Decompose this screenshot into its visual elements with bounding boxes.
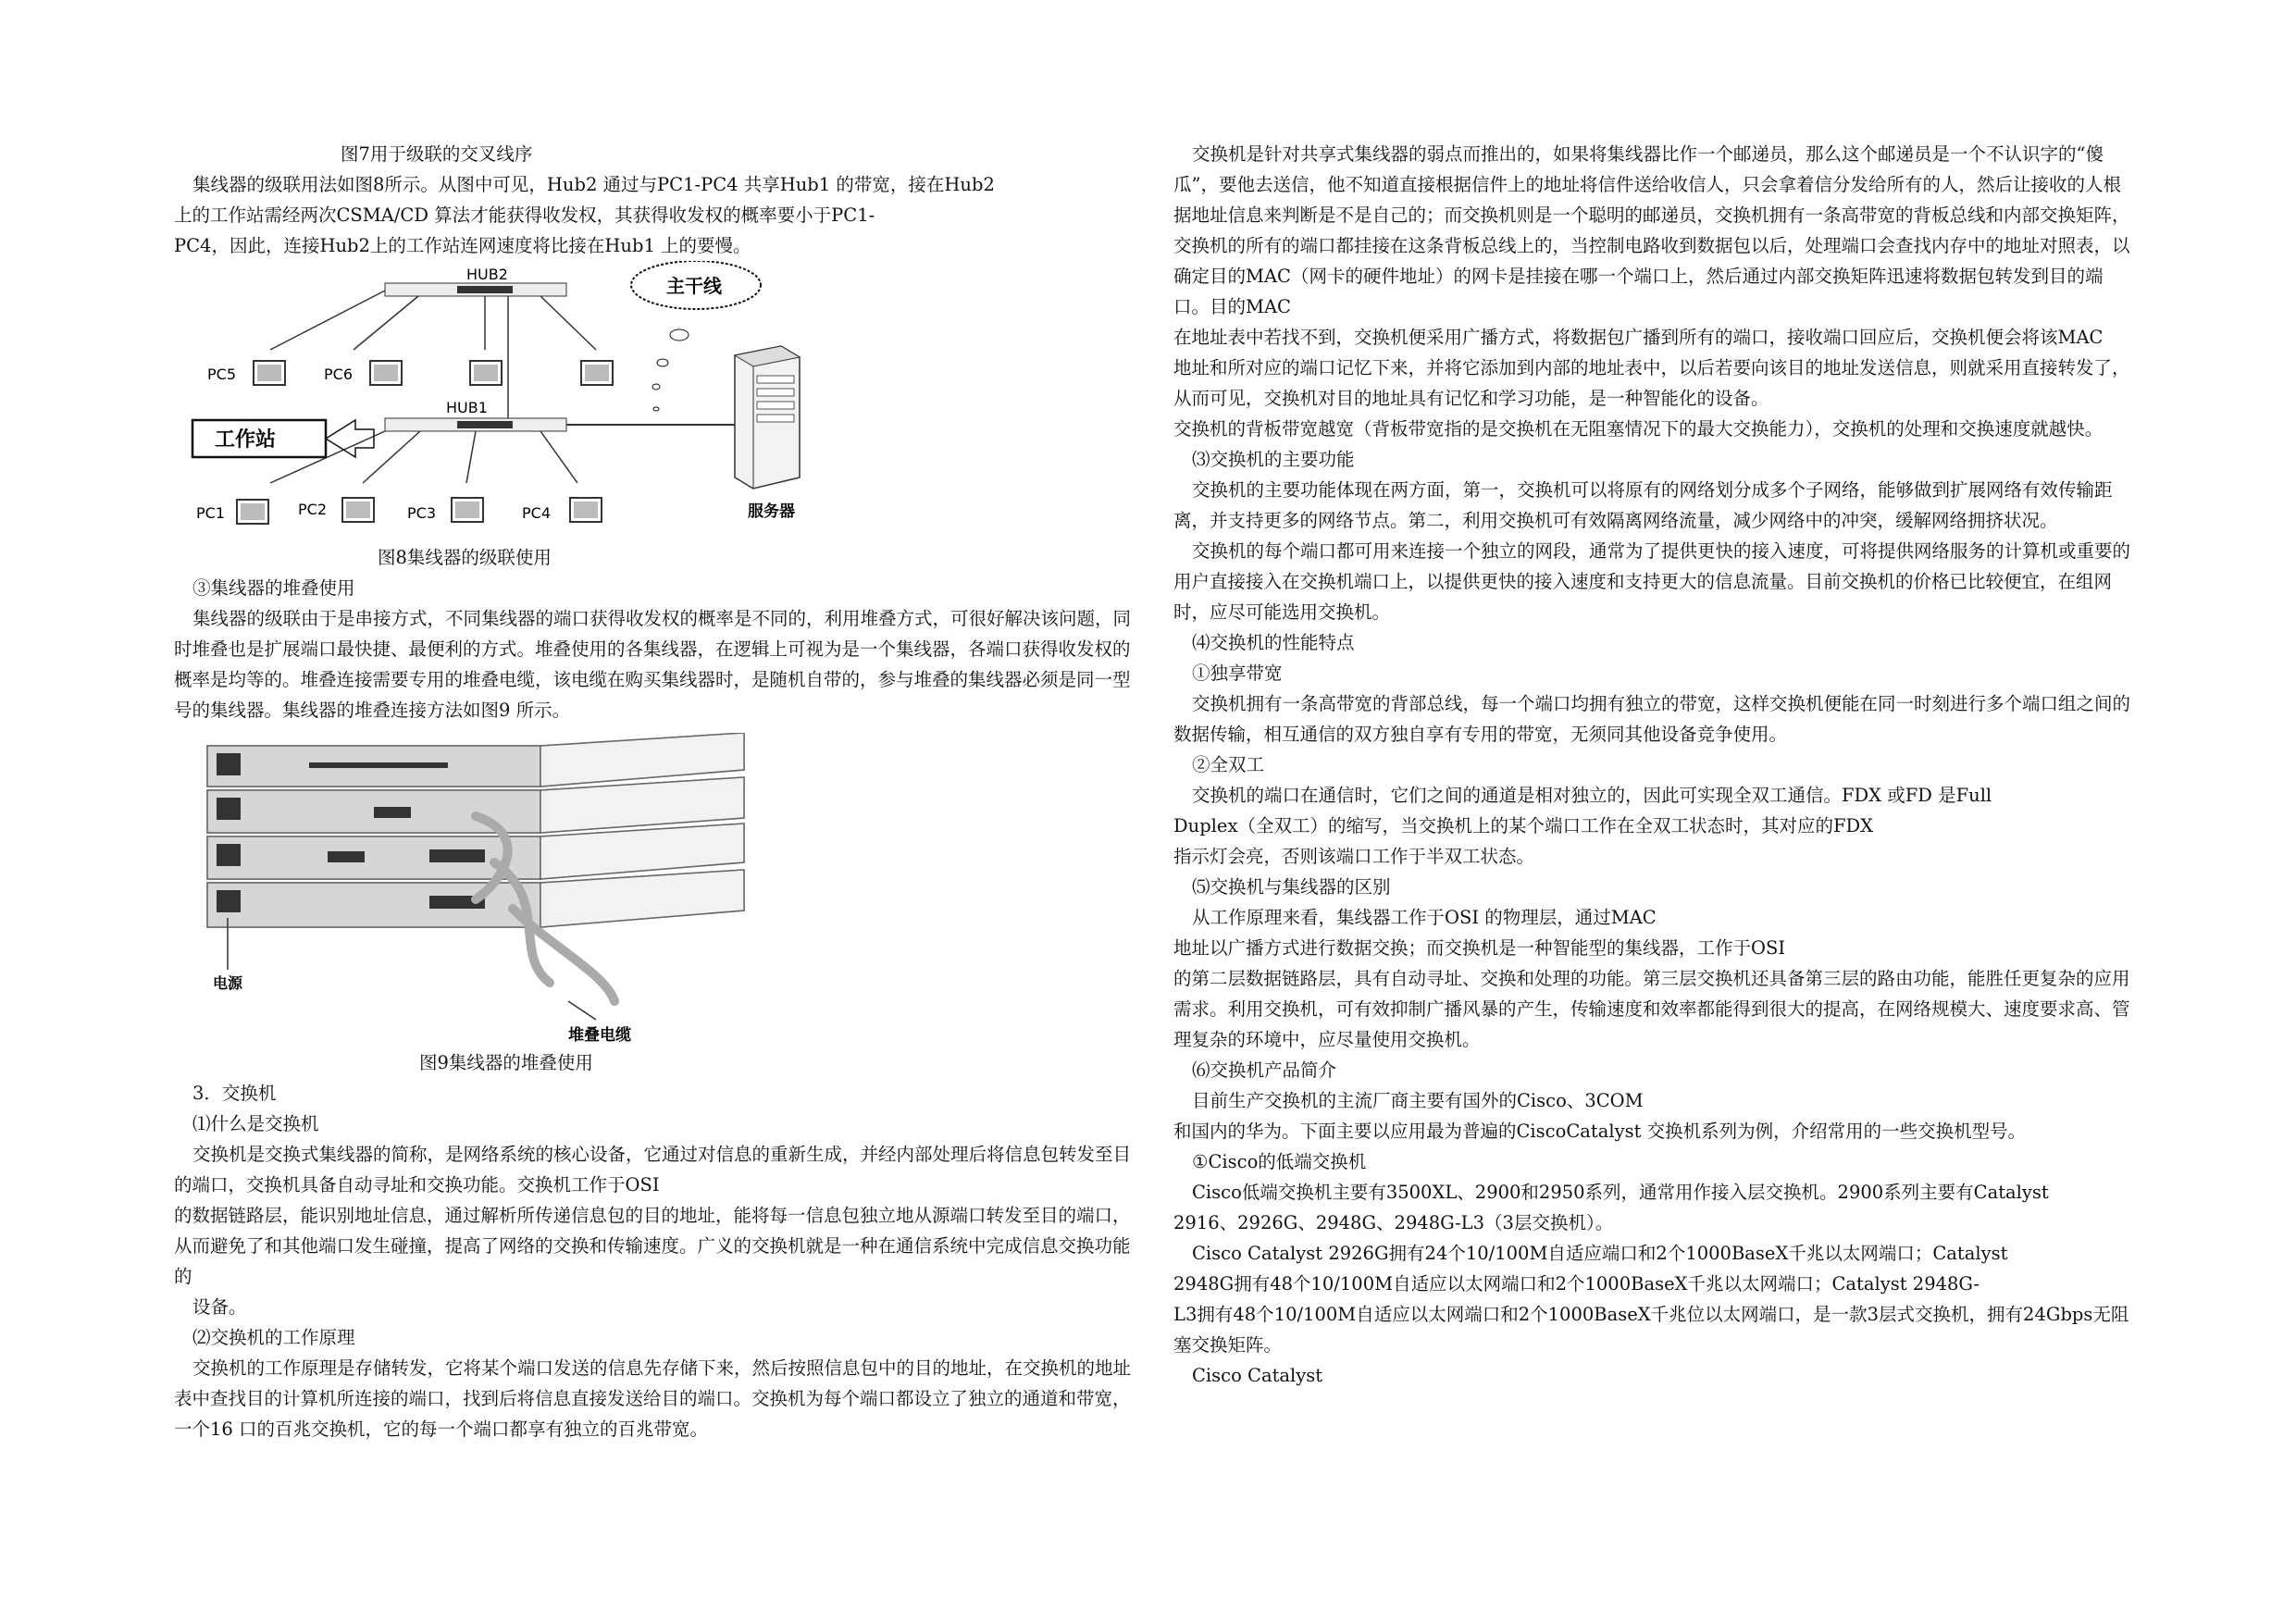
server-icon	[735, 346, 800, 489]
fig9-caption: 图9集线器的堆叠使用	[419, 1052, 593, 1073]
hub-stack-photo	[198, 733, 772, 1047]
backbone-label: 主干线	[666, 275, 722, 297]
figure-9-hub-stacking	[198, 733, 772, 1047]
paragraph: 和国内的华为。下面主要以应用最为普遍的CiscoCatalyst 交换机系列为例，介绍常用的一些交换机型号。	[1173, 1121, 2027, 1142]
paragraph: 指示灯会亮，否则该端口工作于半双工状态。	[1173, 846, 1535, 867]
paragraph: 2948G拥有48个10/100M自适应以太网端口和2个1000BaseX千兆以太网端口；Catalyst 2948G-	[1173, 1273, 1980, 1295]
fig7-caption: 图7用于级联的交叉线序	[341, 143, 533, 165]
figure-8-hub-cascade	[189, 261, 837, 542]
hub2-label: HUB2	[466, 266, 508, 283]
paragraph: 交换机是交换式集线器的简称，是网络系统的核心设备，它通过对信息的重新生成，并经内部处理后将信息包转发至目的端口，交换机具备自动寻址和交换功能。交换机工作于OSI	[174, 1144, 1132, 1196]
section-heading: 3．交换机	[192, 1083, 277, 1104]
paragraph: 2916、2926G、2948G、2948G-L3（3层交换机）。	[1173, 1212, 1614, 1233]
paragraph: PC4，因此，连接Hub2上的工作站连网速度将比接在Hub1 上的要慢。	[174, 235, 751, 256]
paragraph: 上的工作站需经两次CSMA/CD 算法才能获得收发权，其获得收发权的概率要小于PC1-	[174, 204, 875, 226]
paragraph: 地址以广播方式进行数据交换；而交换机是一种智能型的集线器，工作于OSI	[1173, 937, 1786, 959]
right-column	[1173, 139, 2136, 1391]
paragraph: L3拥有48个10/100M自适应以太网端口和2个1000BaseX千兆位以太网端口，是一款3层式交换机，拥有24Gbps无阻塞交换矩阵。	[1173, 1304, 2129, 1356]
paragraph: 从工作原理来看，集线器工作于OSI 的物理层，通过MAC	[1192, 907, 1657, 928]
power-label: 电源	[213, 974, 243, 992]
paragraph: 交换机的工作原理是存储转发，它将某个端口发送的信息先存储下来，然后按照信息包中的目的地址，在交换机的地址表中查找目的计算机所连接的端口，找到后将信息直接发送给目的端口。交换机为每个端口都设立了独立的通道和带宽，一个16 口的百兆交换机，它的每一个端口都享有独立的百兆带宽。	[174, 1357, 1132, 1440]
hub1-label: HUB1	[446, 399, 488, 416]
section-heading: ⑹交换机产品简介	[1192, 1059, 1337, 1081]
paragraph: 交换机的背板带宽越宽（背板带宽指的是交换机在无阻塞情况下的最大交换能力），交换机的处理和交换速度就越快。	[1173, 418, 2104, 440]
workstation-label: 工作站	[215, 428, 277, 452]
section-heading: ⑸交换机与集线器的区别	[1192, 876, 1391, 898]
pc6-label: PC6	[324, 365, 353, 383]
fig8-caption: 图8集线器的级联使用	[378, 547, 552, 568]
paragraph: 集线器的级联用法如图8所示。从图中可见，Hub2 通过与PC1-PC4 共享Hub1 的带宽，接在Hub2	[192, 174, 995, 195]
paragraph: 交换机的主要功能体现在两方面，第一，交换机可以将原有的网络划分成多个子网络，能够做到扩展网络有效传输距离，并支持更多的网络节点。第二，利用交换机可有效隔离网络流量，减少网络中的冲突，缓解网络拥挤状况。	[1173, 479, 2113, 531]
paragraph: 设备。	[192, 1296, 247, 1318]
paragraph: 在地址表中若找不到，交换机便采用广播方式，将数据包广播到所有的端口，接收端口回应后，交换机便会将该MAC	[1173, 327, 2104, 348]
pc2-label: PC2	[298, 501, 327, 518]
section-heading: ⑶交换机的主要功能	[1192, 449, 1355, 470]
paragraph: Cisco Catalyst 2926G拥有24个10/100M自适应端口和2个1000BaseX千兆以太网端口；Catalyst	[1192, 1243, 2008, 1264]
hub-cascade-diagram	[189, 261, 837, 542]
section-heading: ⑷交换机的性能特点	[1192, 632, 1355, 653]
paragraph: 交换机的端口在通信时，它们之间的通道是相对独立的，因此可实现全双工通信。FDX 或FD 是Full	[1192, 785, 1992, 806]
paragraph: 的第二层数据链路层，具有自动寻址、交换和处理的功能。第三层交换机还具备第三层的路由功能，能胜任更复杂的应用需求。利用交换机，可有效抑制广播风暴的产生，传输速度和效率都能得到很大的提高，在网络规模大、速度要求高、管理复杂的环境中，应尽量使用交换机。	[1173, 968, 2130, 1050]
server-label: 服务器	[748, 502, 795, 521]
pc5-label: PC5	[207, 365, 236, 383]
section-heading: ⑴什么是交换机	[192, 1113, 319, 1134]
section-heading: ①Cisco的低端交换机	[1192, 1151, 1367, 1172]
stack-cable-label: 堆叠电缆	[568, 1026, 631, 1045]
paragraph: 交换机拥有一条高带宽的背部总线，每一个端口均拥有独立的带宽，这样交换机便能在同一时刻进行多个端口组之间的数据传输，相互通信的双方独自享有专用的带宽，无须同其他设备竞争使用。	[1173, 693, 2131, 745]
paragraph: Cisco低端交换机主要有3500XL、2900和2950系列，通常用作接入层交换机。2900系列主要有Catalyst	[1192, 1182, 2049, 1203]
left-column	[174, 139, 1136, 1444]
pc3-label: PC3	[407, 504, 436, 522]
section-heading: ③集线器的堆叠使用	[192, 577, 355, 599]
paragraph: 地址和所对应的端口记忆下来，并将它添加到内部的地址表中，以后若要向该目的地址发送信息，则就采用直接转发了，从而可见，交换机对目的地址具有记忆和学习功能，是一种智能化的设备。	[1173, 357, 2130, 409]
section-heading: ⑵交换机的工作原理	[192, 1327, 355, 1348]
paragraph: Cisco Catalyst	[1192, 1365, 1323, 1386]
pc1-label: PC1	[196, 504, 225, 522]
paragraph: 交换机是针对共享式集线器的弱点而推出的，如果将集线器比作一个邮递员，那么这个邮递员是一个不认识字的“傻瓜”，要他去送信，他不知道直接根据信件上的地址将信件送给收信人，只会拿着信分发给所有的人，然后让接收的人根据地址信息来判断是不是自己的；而交换机则是一个聪明的邮递员，交换机拥有一条高带宽的背板总线和内部交换矩阵，交换机的所有的端口都挂接在这条背板总线上的，当控制电路收到数据包以后，处理端口会查找内存中的地址对照表，以确定目的MAC（网卡的硬件地址）的网卡是挂接在哪一个端口上，然后通过内部交换矩阵迅速将数据包转发到目的端口。目的MAC	[1173, 143, 2130, 317]
pc4-label: PC4	[522, 504, 551, 522]
paragraph: Duplex（全双工）的缩写，当交换机上的某个端口工作在全双工状态时，其对应的FDX	[1173, 815, 1873, 836]
paragraph: 的数据链路层，能识别地址信息，通过解析所传递信息包的目的地址，能将每一信息包独立地从源端口转发至目的端口，从而避免了和其他端口发生碰撞，提高了网络的交换和传输速度。广义的交换机就是一种在通信系统中完成信息交换功能的	[174, 1205, 1131, 1287]
paragraph: 交换机的每个端口都可用来连接一个独立的网段，通常为了提供更快的接入速度，可将提供网络服务的计算机或重要的用户直接接入在交换机端口上，以提供更快的接入速度和支持更大的信息流量。目前交换机的价格已比较便宜，在组网时，应尽可能选用交换机。	[1173, 540, 2131, 623]
paragraph: 集线器的级联由于是串接方式，不同集线器的端口获得收发权的概率是不同的，利用堆叠方式，可很好解决该问题，同时堆叠也是扩展端口最快捷、最便利的方式。堆叠使用的各集线器，在逻辑上可视为是一个集线器，各端口获得收发权的概率是均等的。堆叠连接需要专用的堆叠电缆，该电缆在购买集线器时，是随机自带的，参与堆叠的集线器必须是同一型号的集线器。集线器的堆叠连接方法如图9 所示。	[174, 608, 1132, 721]
section-heading: ①独享带宽	[1192, 663, 1283, 684]
paragraph: 目前生产交换机的主流厂商主要有国外的Cisco、3COM	[1192, 1090, 1644, 1111]
section-heading: ②全双工	[1192, 754, 1265, 775]
